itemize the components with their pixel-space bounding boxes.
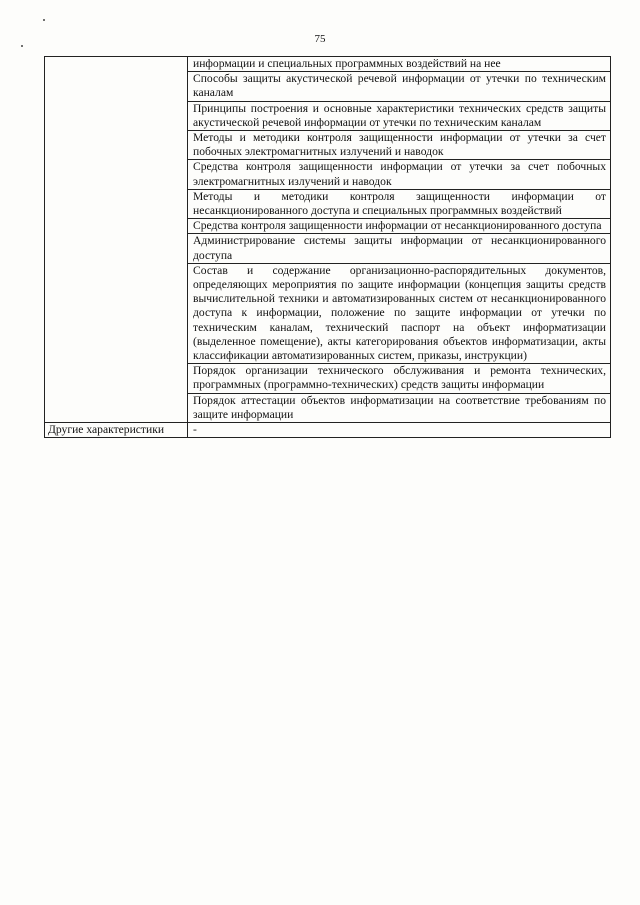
table-row [45, 423, 611, 438]
other-characteristics-label: Другие характеристики [45, 423, 188, 438]
table-cell: Методы и методики контроля защищенности информации от несанкционированного доступа и специальных программных воздействий [188, 189, 611, 218]
empty-label-cell [45, 57, 188, 423]
table-cell: Администрирование системы защиты информации от несанкционированного доступа [188, 234, 611, 263]
table-cell: информации и специальных программных воздействий на нее [188, 57, 611, 72]
scan-speck [43, 19, 45, 21]
requirements-table [44, 56, 611, 438]
table-cell: Порядок организации технического обслуживания и ремонта технических, программных (программно-технических) средств защиты информации [188, 364, 611, 393]
table-cell: Принципы построения и основные характеристики технических средств защиты акустической речевой информации от утечки по техническим каналам [188, 101, 611, 130]
table-cell: Средства контроля защищенности информации от утечки за счет побочных электромагнитных излучений и наводок [188, 160, 611, 189]
page-number: 75 [314, 33, 326, 45]
table-cell: Способы защиты акустической речевой информации от утечки по техническим каналам [188, 72, 611, 101]
other-characteristics-value: - [188, 423, 611, 438]
table-row [45, 57, 611, 72]
table-cell: Порядок аттестации объектов информатизации на соответствие требованиям по защите информации [188, 393, 611, 422]
table-cell: Состав и содержание организационно-распорядительных документов, определяющих мероприятия по защите информации (концепция защиты средств вычислительной техники и автоматизированных систем от несанкционированного доступа к информации, положение по защите информации от утечки по техническим каналам, технический паспорт на объект информатизации (выделенное помещение), акты категорирования объектов информатизации, акты классификации автоматизированных систем, приказы, инструкции) [188, 263, 611, 363]
table-cell: Средства контроля защищенности информации от несанкционированного доступа [188, 219, 611, 234]
scan-speck [21, 45, 23, 47]
table-cell: Методы и методики контроля защищенности информации от утечки за счет побочных электромагнитных излучений и наводок [188, 131, 611, 160]
